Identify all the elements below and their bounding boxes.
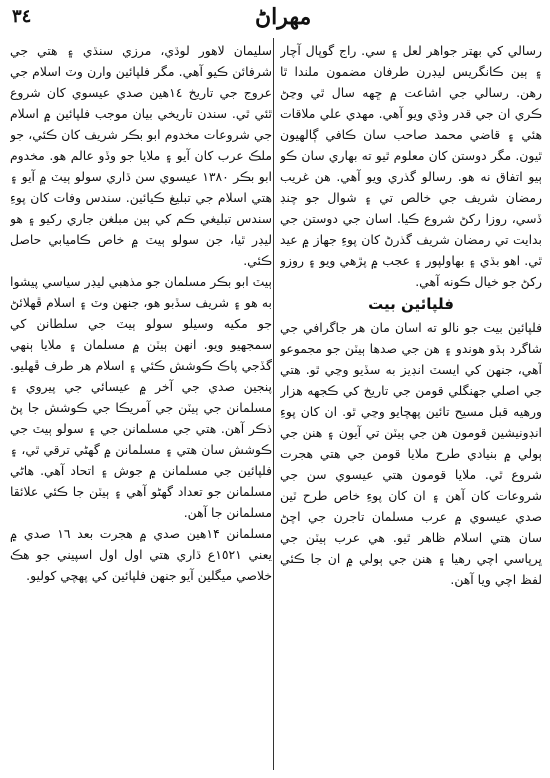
left-paragraph-1: سليمان لاهور لوڌي، مرزي سنڌي ۽ هتي جي شرفائن ڪيو آهي. مگر فلپائين وارن وٽ اسلام جي عروج جي تاريخ ١٤هين صدي عيسوي کان شروع ٿئي ٿي. سندن تاريخي بيان موجب فلپائين ۾ اسلام جي شروعات مخدوم ابو بڪر شريف کان ڪئي، جو ملڪ عرب کان آيو ۽ ملايا جو وڏو عالم هو. مخدوم ابو بڪر ١٣٨٠ عيسوي سن ڌاري سولو ٻيٽ ۾ آيو ۽ هتي اسلام جي تبليغ ڪيائين. سندس وفات کان پوءِ سندس تبليغي ڪم کي ٻين مبلغن جاري رکيو ۽ هو ليڊر ٿيا، جن سولو ٻيٽ ۾ خاص ڪاميابي حاصل ڪئي.	[10, 43, 272, 268]
section-heading: فلپائين بيت	[368, 295, 454, 313]
right-column	[280, 40, 542, 770]
column-divider	[273, 38, 274, 770]
left-column	[10, 40, 272, 770]
right-paragraph-1: رسالي کي بهتر جواهر لعل ۽ سي. راج گوپال آچار ۽ ٻين ڪانگريس ليڊرن طرفان مضمون ملندا ٿا رهن. رسالي جي اشاعت ۾ ڇهه سال ٿي وڃڻ ڪري ان جي قدر وڌي ويو آهي. مهدي علي ملاقات هئي ۽ قاضي محمد صاحب سان ڪافي ڳالهيون ٿيون. مگر دوستن کان معلوم ٿيو ته بهاري سان ڪو ٻيو اتفاق نه هو. رسالو گذري ويو آهي. هن غريب رمضان شريف جي خالص تي ۽ شوال جو چنڊ ڏسي، روزا رکڻ شروع ڪيا. اسان جي دوستن جي بدايت تي رمضان شريف گذرڻ کان پوءِ جهاز ۾ عيد ٿي. اهو بڌي ۽ بهاولپور ۽ عجب ۾ پڙهي ويو ۽ روزو رکڻ جو خيال ڪونه آهي.	[280, 43, 542, 289]
left-paragraph-3: مسلمانن ۱۴هين صدي ۾ هجرت بعد ١٦ صدي ۾ يعني ١٥٢١ع ڌاري هتي اول اول اسپيني جو هڪ خلاصي ميگلين آيو جنهن فلپائين کي پهچي کوليو.	[10, 526, 272, 583]
right-paragraph-2: فلپائين بيت جو نالو ته اسان مان هر جاگرافي جي شاگرد ٻڌو هوندو ۽ هن جي صدها ٻيٽن جو مجموعو آهي، جنهن کي ايسٽ انڊيز به سڏيو وڃي ٿو. هتي جي اصلي جهنگلي قومن جي تاريخ کي ڪجهه هزار ورهيه قبل مسيح تائين پهچايو وڃي ٿو. ان کان پوءِ انڊونيشين قومون هن جي ٻيٽن تي آيون ۽ هنن جي ٻولي ۾ بنيادي طرح ملايا قومن جي هتي هجرت شروع ٿي. ملايا قومون هتي عيسوي سن جي شروعات کان آهن ۽ ان کان پوءِ خاص طرح ٽين صدي عيسوي ۾ عرب مسلمان تاجرن جي اچڻ سان هتي اسلام ظاهر ٿيو. هي عرب ٻيٽن جي ڀرپاسي اچي رهيا ۽ هنن جي ٻولي ۾ ان جا ڪئي لفظ اچي ويا آهن.	[280, 320, 542, 587]
page-header	[0, 0, 550, 36]
left-paragraph-2: ٻيٽ ابو بڪر مسلمان جو مذهبي ليڊر سياسي پيشوا به هو ۽ شريف سڏبو هو، جنهن وٽ ۽ اسلام ڦهلائڻ جو مکيه وسيلو سولو ٻيٽ جي سلطانن کي سمجهيو ويو. انهن ٻيٽن ۾ مسلمان ۽ ملايا ٻنهي گڏجي پاڪ ڪوشش ڪئي ۽ اسلام هر طرف ڦهليو. پنجين صدي جي آخر ۾ عيسائي جي پيروي ۽ مسلمانن جي ٻيٽن جي آمريڪا جي ڪوشش جا پڻ ذڪر آهن. هتي جي مسلمانن جي ۽ سولو ٻيٽ جي ڪوشش سان هتي ۽ مسلمانن ۾ گهڻي ترقي ٿي، ۽ فلپائين جي مسلمانن ۾ جوش ۽ اتحاد آهي. هاڻي مسلمانن جو تعداد گهڻو آهي ۽ ٻيٽن جا ڪئي علائقا مسلمانن جا آهن.	[10, 274, 272, 520]
running-title: مهراڻ	[255, 4, 312, 30]
page-number: ٣٤	[12, 6, 32, 27]
